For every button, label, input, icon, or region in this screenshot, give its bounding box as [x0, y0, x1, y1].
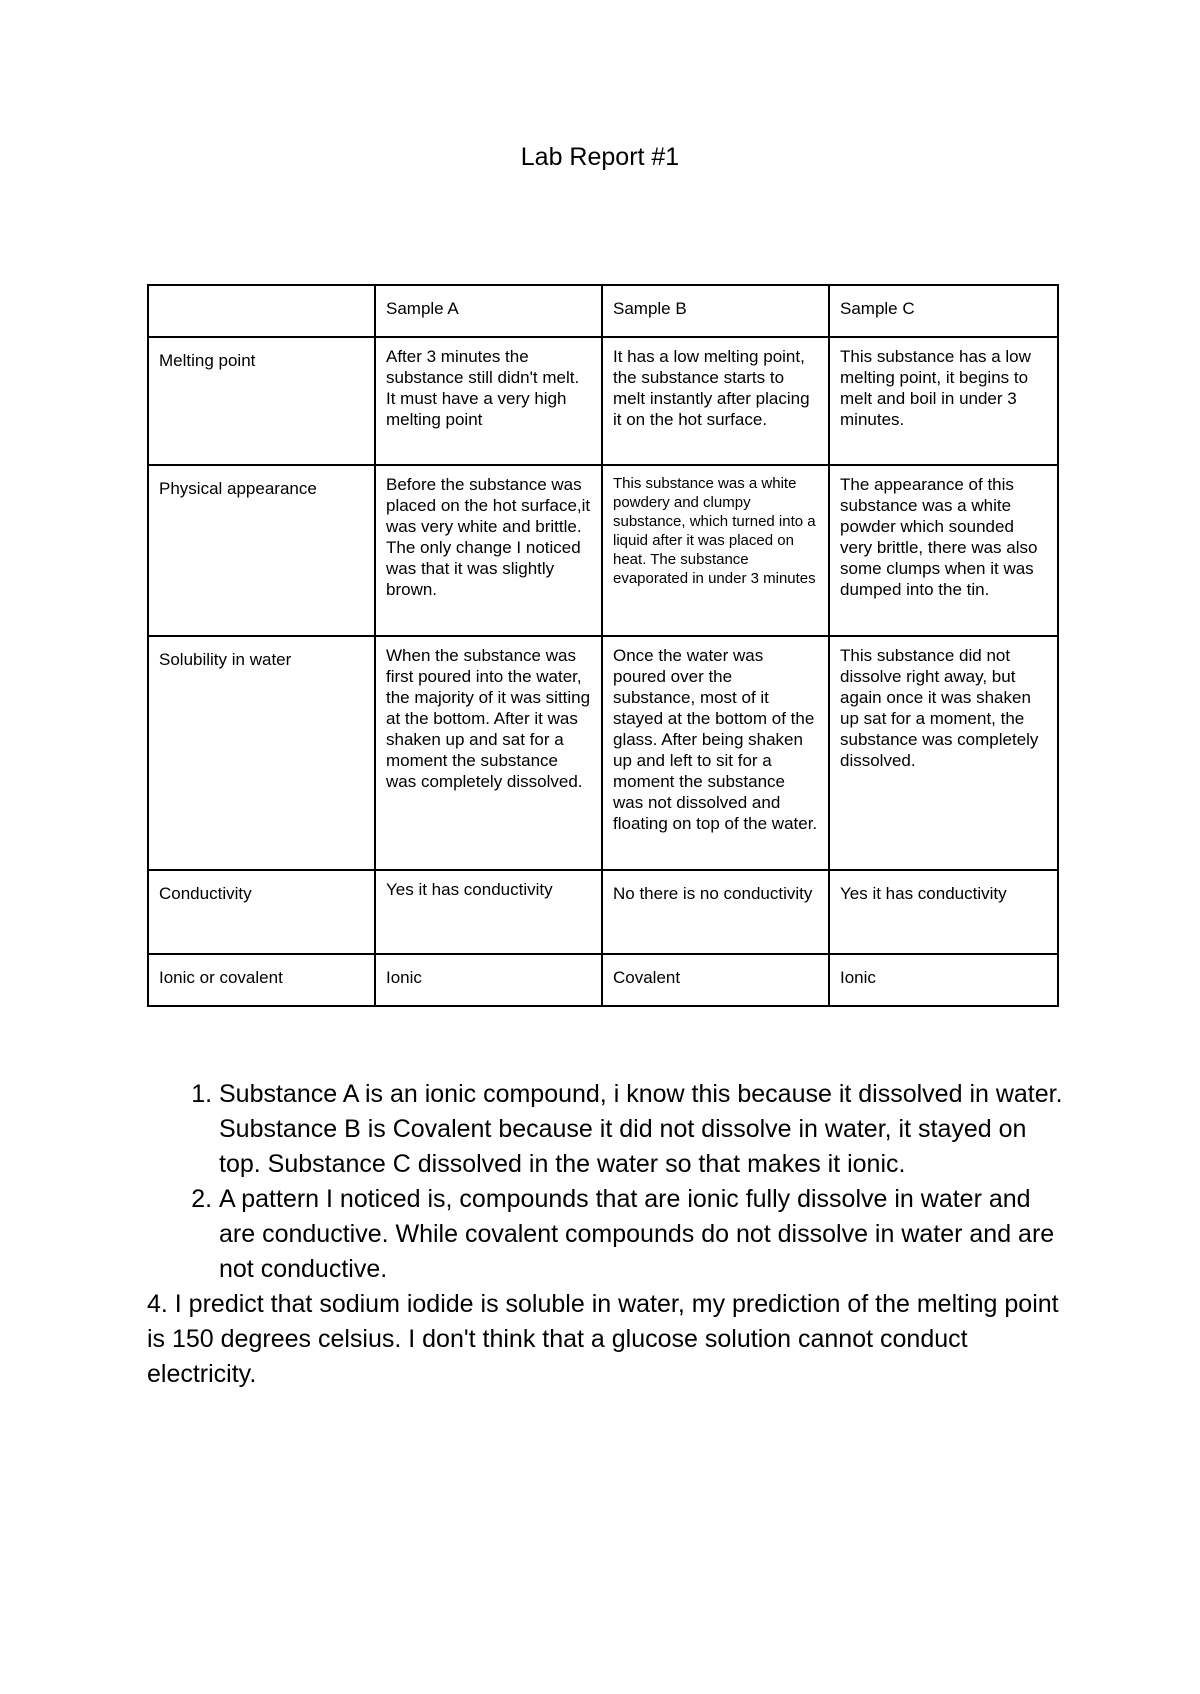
table-cell: This substance was a white powdery and clumpy substance, which turned into a liquid after it was placed on heat. The substance evaporated in under 3 minutes [602, 465, 829, 636]
table-cell: Once the water was poured over the substance, most of it stayed at the bottom of the glass. After being shaken up and left to sit for a moment the substance was not dissolved and floating on top of the water. [602, 636, 829, 870]
table-row [148, 636, 1058, 870]
table-cell: When the substance was first poured into the water, the majority of it was sitting at the bottom. After it was shaken up and sat for a moment the substance was completely dissolved. [375, 636, 602, 870]
table-row [148, 337, 1058, 465]
table-cell: This substance has a low melting point, it begins to melt and boil in under 3 minutes. [829, 337, 1058, 465]
row-label-physical-appearance: Physical appearance [148, 465, 375, 636]
table-cell: This substance did not dissolve right away, but again once it was shaken up sat for a moment, the substance was completely dissolved. [829, 636, 1058, 870]
table-row [148, 954, 1058, 1006]
table-header-row [148, 285, 1058, 337]
list-item: 1. Substance A is an ionic compound, i know this because it dissolved in water. Substance B is Covalent because it did not dissolve in water, it stayed on top. Substance C dissolved in the water so that makes it ionic. [219, 1077, 1067, 1182]
header-cell-sample-b: Sample B [602, 285, 829, 337]
answers-list [147, 1077, 1067, 1287]
table-cell: Yes it has conductivity [375, 870, 602, 954]
table-cell: Covalent [602, 954, 829, 1006]
table-cell: Ionic [829, 954, 1058, 1006]
row-label-melting-point: Melting point [148, 337, 375, 465]
answers-section [147, 1077, 1067, 1392]
table-row [148, 870, 1058, 954]
results-table [147, 284, 1059, 1007]
table-row [148, 465, 1058, 636]
header-cell-sample-a: Sample A [375, 285, 602, 337]
table-cell: Before the substance was placed on the hot surface,it was very white and brittle. The only change I noticed was that it was slightly brown. [375, 465, 602, 636]
table-cell: No there is no conductivity [602, 870, 829, 954]
list-item: 2. A pattern I noticed is, compounds that are ionic fully dissolve in water and are conductive. While covalent compounds do not dissolve in water and are not conductive. [219, 1182, 1067, 1287]
row-label-ionic-or-covalent: Ionic or covalent [148, 954, 375, 1006]
row-label-solubility: Solubility in water [148, 636, 375, 870]
table-cell: After 3 minutes the substance still didn't melt. It must have a very high melting point [375, 337, 602, 465]
table-cell: Yes it has conductivity [829, 870, 1058, 954]
table-cell: It has a low melting point, the substance starts to melt instantly after placing it on the hot surface. [602, 337, 829, 465]
header-cell-sample-c: Sample C [829, 285, 1058, 337]
row-label-conductivity: Conductivity [148, 870, 375, 954]
page-title: Lab Report #1 [520, 143, 680, 171]
table-cell: Ionic [375, 954, 602, 1006]
header-cell-empty [148, 285, 375, 337]
answer-4: 4. I predict that sodium iodide is soluble in water, my prediction of the melting point is 150 degrees celsius. I don't think that a glucose solution cannot conduct electricity. [147, 1290, 1059, 1388]
table-cell: The appearance of this substance was a white powder which sounded very brittle, there was also some clumps when it was dumped into the tin. [829, 465, 1058, 636]
